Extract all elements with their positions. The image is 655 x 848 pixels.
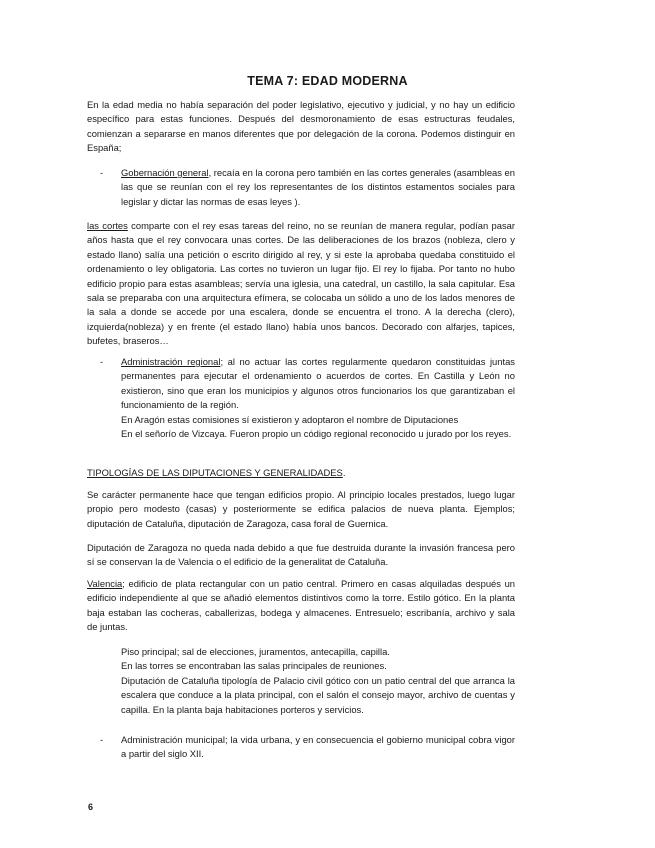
regional-aragon: En Aragón estas comisiones sí existieron y adoptaron el nombre de Diputaciones [121, 413, 459, 425]
bullet-marker: - [100, 734, 104, 745]
tipologias-heading-period: . [342, 467, 346, 478]
bullet-marker: - [100, 167, 104, 178]
page-number: 6 [88, 802, 94, 812]
gobernacion-text: , recaía en la corona pero también en las cortes generales (asambleas en las que se reunían con el rey los representantes de los distintos estamentos sociales para legislar y dictar las normas de esas leyes ). [121, 167, 515, 207]
valencia-term: Valencia [87, 578, 123, 589]
caracter-paragraph: Se carácter permanente hace que tengan edificios propio. Al principio locales prestados, luego lugar propio pero modesto (casas) y posteriormente se edifica palacios de nueva planta. Ejemplos; diputación de Cataluña, diputación de Zaragoza, casa foral de Guernica. [87, 489, 515, 529]
municipal-paragraph: Administración municipal; la vida urbana, y en consecuencia el gobierno municipal cobra vigor a partir del siglo XII. [121, 734, 515, 760]
gobernacion-term: Gobernación general [121, 167, 209, 178]
tipologias-heading-text: TIPOLOGÍAS DE LAS DIPUTACIONES Y GENERALIDADES [87, 467, 343, 478]
tipologias-heading [87, 466, 515, 480]
regional-text: ; al no actuar las cortes regularmente quedaron constituidas juntas permanentes para ejecutar el ordenamiento o acuerdos de cortes. En Castilla y León no existieron, sino que eran los municipios y algunos otros funcionarios los que garantizaban el funcionamiento de la región. [121, 356, 515, 411]
regional-paragraph [121, 355, 515, 441]
bullet-marker: - [100, 356, 104, 367]
gobernacion-paragraph [121, 166, 515, 209]
cortes-text: comparte con el rey esas tareas del reino, no se reunían de manera regular, podían pasar años hasta que el rey convocara unas cortes. De las deliberaciones de los brazos (nobleza, clero y estado llano) salía una petición o escrito dirigido al rey, y si este la aprobaba quedaba constituido el ordenamiento o ley obligatoria. Las cortes no tuvieron un lugar fijo. El rey lo fijaba. Por tanto no hubo edificio propio para estas asambleas; servía una iglesia, una catedral, un castillo, la sala capitular. Esa sala se preparaba con una arquitectura efímera, se colocaba un sólido a uno de los lados menores de la sala a donde se accede por una escalera, donde se encuentra el trono. A la derecha (clero), izquierda(nobleza) y en frente (el estado llano) había unos bancos. Decorado con alfarjes, tapices, bufetes, braseros… [87, 220, 516, 347]
regional-term: Administración regional [121, 356, 221, 367]
valencia-details [121, 645, 515, 717]
torres-line: En las torres se encontraban las salas principales de reuniones. [121, 660, 387, 672]
cortes-term: las cortes [87, 220, 128, 231]
valencia-text: ; edificio de plata rectangular con un patio central. Primero en casas alquiladas después un edificio independiente al que se añadió elementos distintivos como la torre. Estilo gótico. En la planta baja estaban las cocheras, caballerizas, bodega y almacenes. Entresuelo; escribanía, archivo y sala de juntas. [87, 578, 515, 633]
cataluna-paragraph: Diputación de Cataluña tipología de Palacio civil gótico con un patio central del que arranca la escalera que conduce a la plata principal, con el salón el consejo mayor, archivo de cuentas y capilla. En la planta baja habitaciones porteros y servicios. [121, 674, 515, 715]
page-title: TEMA 7: EDAD MODERNA [247, 74, 408, 88]
regional-vizcaya: En el señorío de Vizcaya. Fueron propio un código regional reconocido u jurado por los reyes. [121, 428, 512, 440]
piso-principal-line: Piso principal; sal de elecciones, juramentos, antecapilla, capilla. [121, 646, 390, 657]
zaragoza-paragraph: Diputación de Zaragoza no queda nada debido a que fue destruida durante la invasión francesa pero sí se conservan la de Valencia o el edificio de la generalitat de Cataluña. [87, 542, 515, 568]
cortes-paragraph [87, 219, 515, 349]
valencia-paragraph [87, 577, 515, 635]
intro-paragraph: En la edad media no había separación del poder legislativo, ejecutivo y judicial, y no hay un edificio específico para estas funciones. Después del desmoronamiento de esas estructuras feudales, comienzan a separarse en manos diferentes que por delegación de la corona. Podemos distinguir en España; [87, 99, 515, 154]
